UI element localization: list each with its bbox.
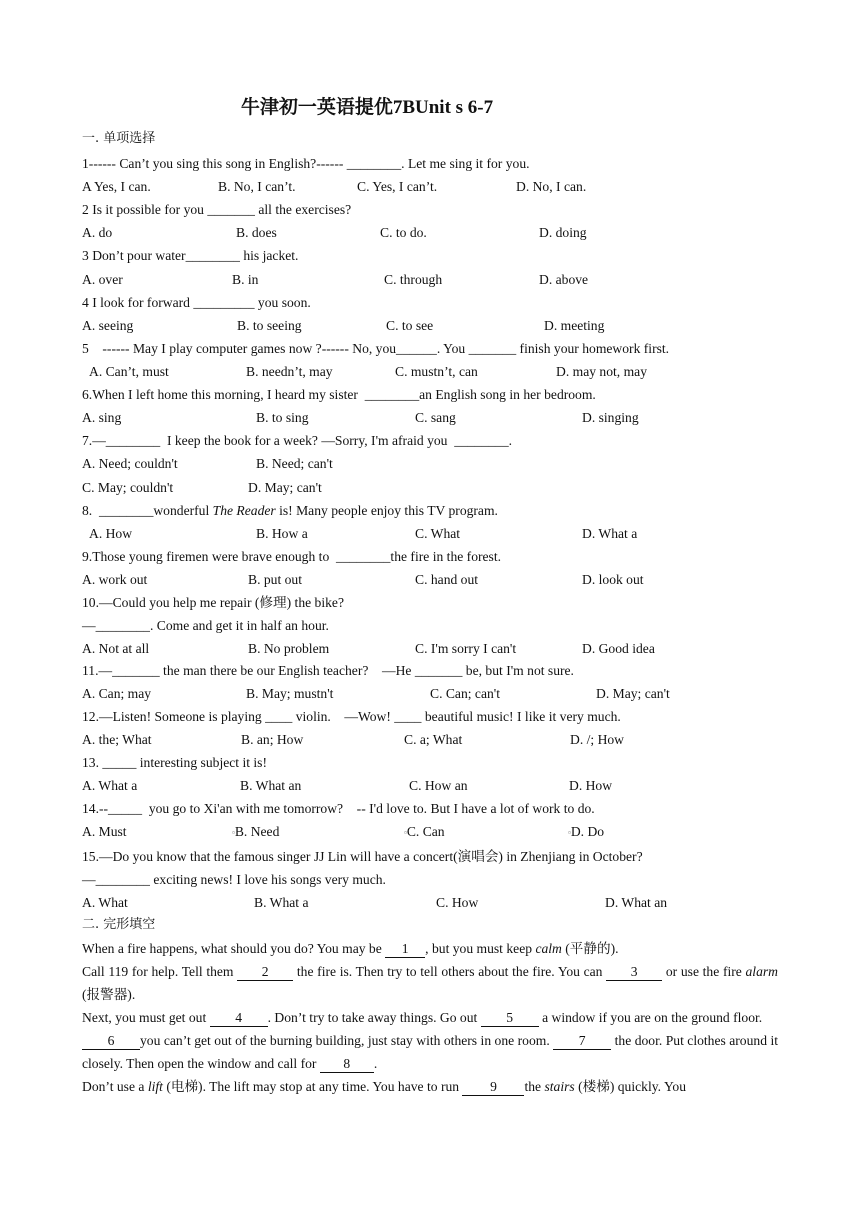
question-13-stem: 13. _____ interesting subject it is! (82, 755, 268, 770)
cloze-text: Call 119 for help. Tell them (82, 964, 238, 979)
question-4-option-a[interactable]: A. seeing (82, 318, 134, 333)
question-12-option-a[interactable]: A. the; What (82, 732, 152, 747)
question-7-option-b[interactable]: B. Need; can't (256, 456, 333, 471)
cloze-text: Don’t use a (82, 1079, 148, 1094)
cloze-term-lift: lift (147, 1079, 163, 1094)
question-8-option-c[interactable]: C. What (415, 526, 461, 541)
cloze-term-alarm: alarm (745, 964, 778, 979)
section-heading-multiple-choice: 一. 单项选择 (82, 131, 156, 146)
question-1-option-a[interactable]: A Yes, I can. (82, 179, 151, 194)
marker-icon: ▫ (232, 827, 235, 837)
cloze-text: a window if you are on the ground floor. (538, 1010, 763, 1025)
question-4-stem: 4 I look for forward _________ you soon. (82, 295, 311, 310)
question-13-option-c[interactable]: C. How an (409, 778, 468, 793)
cloze-text: the (524, 1079, 545, 1094)
question-11-option-b[interactable]: B. May; mustn't (246, 686, 334, 701)
cloze-paragraph-3 (82, 1006, 778, 1029)
question-2-option-d[interactable]: D. doing (539, 225, 587, 240)
question-12-option-d[interactable]: D. /; How (570, 732, 624, 747)
question-5-option-c[interactable]: C. mustn’t, can (395, 364, 478, 379)
cloze-text: (平静的). (561, 941, 619, 956)
question-11-option-d[interactable]: D. May; can't (596, 686, 670, 701)
question-5-option-b[interactable]: B. needn’t, may (246, 364, 333, 379)
cloze-text: . (373, 1056, 378, 1071)
question-8-program-title: The Reader (212, 503, 276, 518)
question-13-option-b[interactable]: B. What an (240, 778, 302, 793)
question-11-stem: 11.—_______ the man there be our English teacher? —He _______ be, but I'm not sure. (82, 663, 574, 678)
question-15-option-b[interactable]: B. What a (254, 895, 309, 910)
question-4-option-d[interactable]: D. meeting (544, 318, 605, 333)
question-14-option-d[interactable] (568, 823, 604, 842)
question-3-option-d[interactable]: D. above (539, 272, 589, 287)
question-8-stem-end: is! Many people enjoy this TV program. (275, 503, 498, 518)
question-2-option-a[interactable]: A. do (82, 225, 113, 240)
question-9-option-c[interactable]: C. hand out (415, 572, 479, 587)
question-2-option-c[interactable]: C. to do. (380, 225, 427, 240)
cloze-text: When a fire happens, what should you do? You may be (82, 941, 386, 956)
question-15-reply: —________ exciting news! I love his songs very much. (82, 872, 386, 887)
cloze-blank-8[interactable]: 8 (320, 1056, 374, 1073)
question-13-option-d[interactable]: D. How (569, 778, 613, 793)
cloze-text: (电梯). The lift may stop at any time. You have to run (162, 1079, 463, 1094)
question-14-option-b[interactable] (232, 823, 279, 842)
cloze-term-calm: calm (535, 941, 562, 956)
question-8-option-b[interactable]: B. How a (256, 526, 308, 541)
question-10-option-c[interactable]: C. I'm sorry I can't (415, 641, 517, 656)
question-12-stem: 12.—Listen! Someone is playing ____ violin. —Wow! ____ beautiful music! I like it very much. (82, 709, 621, 724)
question-13-option-a[interactable]: A. What a (82, 778, 138, 793)
question-1-option-c[interactable]: C. Yes, I can’t. (357, 179, 438, 194)
marker-icon: ▫ (404, 827, 407, 837)
cloze-blank-1[interactable]: 1 (385, 941, 425, 958)
question-8-stem-start: 8. ________wonderful (82, 503, 213, 518)
cloze-paragraph-4 (82, 1029, 778, 1075)
question-9-option-b[interactable]: B. put out (248, 572, 303, 587)
question-4-option-c[interactable]: C. to see (386, 318, 434, 333)
question-11-option-a[interactable]: A. Can; may (82, 686, 152, 701)
question-14-option-c[interactable] (404, 823, 445, 842)
cloze-paragraph-1 (82, 937, 778, 960)
question-3-option-a[interactable]: A. over (82, 272, 123, 287)
section-heading-cloze: 二. 完形填空 (82, 917, 156, 932)
question-6-option-b[interactable]: B. to sing (256, 410, 309, 425)
question-9-option-d[interactable]: D. look out (582, 572, 644, 587)
question-12-option-c[interactable]: C. a; What (404, 732, 463, 747)
question-12-option-b[interactable]: B. an; How (241, 732, 304, 747)
cloze-text: Next, you must get out (82, 1010, 210, 1025)
cloze-text: you can’t get out of the burning building, just stay with others in one room. (140, 1033, 554, 1048)
question-2-stem: 2 Is it possible for you _______ all the exercises? (82, 202, 352, 217)
question-14-option-d-label: D. Do (570, 824, 605, 839)
cloze-blank-5[interactable]: 5 (481, 1010, 539, 1027)
question-1-stem: 1------ Can’t you sing this song in English?------ ________. Let me sing it for you. (82, 156, 530, 171)
question-14-stem: 14.--_____ you go to Xi'an with me tomorrow? -- I'd love to. But I have a lot of work to do. (82, 801, 595, 816)
question-5-option-a[interactable]: A. Can’t, must (89, 364, 169, 379)
question-8-stem (82, 502, 498, 520)
cloze-text: the fire is. Then try to tell others about the fire. You can (293, 964, 607, 979)
question-8-option-d[interactable]: D. What a (582, 526, 638, 541)
question-7-option-a[interactable]: A. Need; couldn't (82, 456, 178, 471)
cloze-text: (楼梯) quickly. You (574, 1079, 686, 1094)
question-7-option-d[interactable]: D. May; can't (248, 480, 322, 495)
cloze-blank-3[interactable]: 3 (606, 964, 662, 981)
question-4-option-b[interactable]: B. to seeing (237, 318, 302, 333)
cloze-paragraph-2 (82, 960, 778, 1006)
question-11-option-c[interactable]: C. Can; can't (430, 686, 501, 701)
question-2-option-b[interactable]: B. does (236, 225, 277, 240)
question-5-stem: 5 ------ May I play computer games now ?------ No, you______. You _______ finish your homework first. (82, 341, 670, 356)
question-5-option-d[interactable]: D. may not, may (556, 364, 647, 379)
question-14-option-a[interactable]: A. Must (82, 824, 127, 839)
question-14-option-c-label: C. Can (406, 824, 445, 839)
question-6-option-d[interactable]: D. singing (582, 410, 639, 425)
question-15-option-a[interactable]: A. What (82, 895, 128, 910)
question-15-stem: 15.—Do you know that the famous singer JJ Lin will have a concert(演唱会) in Zhenjiang in October? (82, 849, 643, 864)
question-6-option-c[interactable]: C. sang (415, 410, 456, 425)
cloze-text: or use the fire (662, 964, 746, 979)
cloze-passage (82, 937, 778, 1098)
question-8-option-a[interactable]: A. How (89, 526, 133, 541)
question-6-stem: 6.When I left home this morning, I heard my sister ________an English song in her bedroom. (82, 387, 596, 402)
question-15-option-d[interactable]: D. What an (605, 895, 668, 910)
question-6-option-a[interactable]: A. sing (82, 410, 122, 425)
cloze-term-stairs: stairs (544, 1079, 575, 1094)
cloze-paragraph-5 (82, 1075, 778, 1098)
question-10-option-d[interactable]: D. Good idea (582, 641, 655, 656)
cloze-blank-6[interactable]: 6 (82, 1033, 140, 1050)
question-10-option-b[interactable]: B. No problem (248, 641, 330, 656)
cloze-text: . Don’t try to take away things. Go out (267, 1010, 481, 1025)
question-3-option-b[interactable]: B. in (232, 272, 259, 287)
question-3-stem: 3 Don’t pour water________ his jacket. (82, 248, 299, 263)
question-10-stem: 10.—Could you help me repair (修理) the bike? (82, 595, 344, 610)
question-9-stem: 9.Those young firemen were brave enough to ________the fire in the forest. (82, 549, 502, 564)
cloze-text: the door. Put clothes around it closely. Then open the window and call for (82, 1033, 778, 1071)
question-3-option-c[interactable]: C. through (384, 272, 443, 287)
cloze-blank-2[interactable]: 2 (237, 964, 293, 981)
cloze-text: , but you must keep (425, 941, 536, 956)
page-title: 牛津初一英语提优7BUnit s 6-7 (240, 97, 494, 118)
question-7-stem: 7.—________ I keep the book for a week? —Sorry, I'm afraid you ________. (82, 433, 513, 448)
question-10-option-a[interactable]: A. Not at all (82, 641, 150, 656)
question-14-option-b-label: B. Need (234, 824, 280, 839)
cloze-blank-4[interactable]: 4 (210, 1010, 268, 1027)
cloze-blank-9[interactable]: 9 (462, 1079, 524, 1096)
question-10-reply: —________. Come and get it in half an hour. (82, 618, 329, 633)
question-9-option-a[interactable]: A. work out (82, 572, 148, 587)
question-15-option-c[interactable]: C. How (436, 895, 479, 910)
question-1-option-b[interactable]: B. No, I can’t. (218, 179, 296, 194)
cloze-text: (报警器). (82, 987, 136, 1002)
question-7-option-c[interactable]: C. May; couldn't (82, 480, 174, 495)
marker-icon: ▫ (568, 827, 571, 837)
cloze-blank-7[interactable]: 7 (553, 1033, 611, 1050)
question-1-option-d[interactable]: D. No, I can. (516, 179, 587, 194)
